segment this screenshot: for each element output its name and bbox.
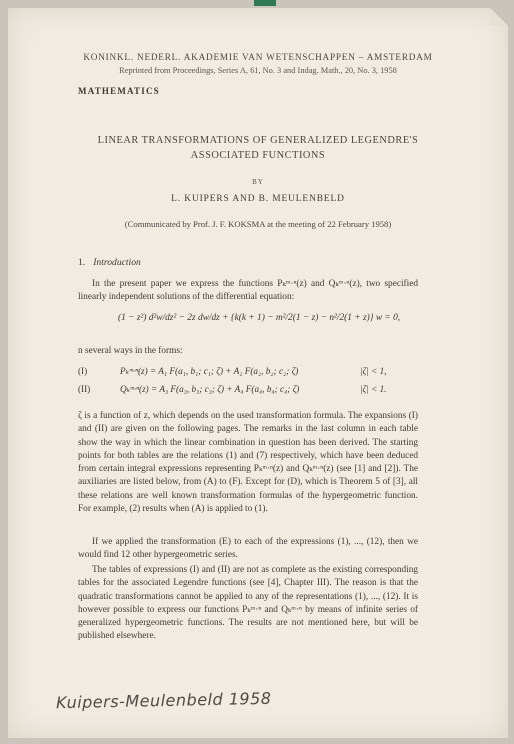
paragraph-3: If we applied the transformation (E) to each of the expressions (1), ..., (12), then we would find 12 other hypergeometric series. — [78, 537, 418, 561]
form-expression-2: Qₖᵐ·ⁿ(z) = A₃ F(a₃, b₃; c₃; ζ) + A₄ F(a₄, b₄; c₄; ζ) — [120, 384, 300, 394]
forms-lead: n several ways in the forms: — [78, 346, 183, 356]
form-expression-1: Pₖᵐ·ⁿ(z) = A₁ F(a₁, b₁; c₁; ζ) + A₂ F(a₂, b₂; c₂; ζ) — [120, 366, 299, 376]
authors: L. KUIPERS AND B. MEULENBELD — [171, 194, 345, 204]
section-heading — [78, 257, 141, 268]
form-label-1: (I) — [78, 366, 88, 376]
paragraph-2: ζ is a function of z, which depends on the used transformation formula. The expansions (I) and (II) are given on the following pages. The remarks in the last column in each table show the way in which the linear combination in question has been derived. The starting points for both tables are the relations (1) and (7) respectively, which have been deduced from certain integral expressions representing Pₖᵐ·ⁿ(z) and Qₖᵐ·ⁿ(z) (see [1] and [2]). The auxiliaries are listed below, from (A) to (F). Except for (D), which is Theorem 5 of [3], all these relations are well known transformation formulas of the hypergeometric function. For example, (2) results when (A) is applied to (1). — [78, 411, 418, 515]
corner-fold — [490, 8, 508, 26]
paper-page — [8, 8, 508, 738]
section-number: 1. — [78, 257, 86, 268]
section-title: Introduction — [93, 257, 141, 268]
form-condition-2: |ζ| < 1. — [360, 384, 387, 394]
byline: BY — [252, 178, 264, 186]
paragraph-1: In the present paper we express the functions Pₖᵐ·ⁿ(z) and Qₖᵐ·ⁿ(z), two specified linearly independent solutions of the differential equation: — [78, 279, 418, 303]
paper-title-line1: LINEAR TRANSFORMATIONS OF GENERALIZED LEGENDRE'S — [97, 135, 419, 146]
reprint-note: Reprinted from Proceedings, Series A, 61, No. 3 and Indag. Math., 20, No. 3, 1958 — [119, 66, 397, 75]
paragraph-4: The tables of expressions (I) and (II) are not as complete as the existing corresponding tables for the associated Legendre functions (see [4], Chapter III). The reason is that the quadratic transformations cannot be applied to any of the representations (1), ..., (12). It is however possible to express our functions Pₖᵐ·ⁿ and Qₖᵐ·ⁿ by means of infinite series of generalized hypergeometric functions. The results are not mentioned here, but will be published elsewhere. — [78, 565, 418, 642]
form-label-2: (II) — [78, 384, 91, 394]
form-condition-1: |ζ| < 1, — [360, 366, 387, 376]
scan-tab-mark — [254, 0, 276, 6]
paper-title-line2: ASSOCIATED FUNCTIONS — [190, 150, 326, 161]
academy-header: KONINKL. NEDERL. AKADEMIE VAN WETENSCHAPPEN – AMSTERDAM — [83, 52, 433, 62]
differential-equation: (1 − z²) d²w/dz² − 2z dw/dz + {k(k + 1) − m²/2(1 − z) − n²/2(1 + z)} w = 0, — [118, 313, 401, 323]
communicated-note: (Communicated by Prof. J. F. KOKSMA at the meeting of 22 February 1958) — [124, 219, 392, 229]
handwritten-annotation: Kuipers-Meulenbeld 1958 — [55, 688, 272, 713]
section-label: MATHEMATICS — [78, 86, 160, 96]
